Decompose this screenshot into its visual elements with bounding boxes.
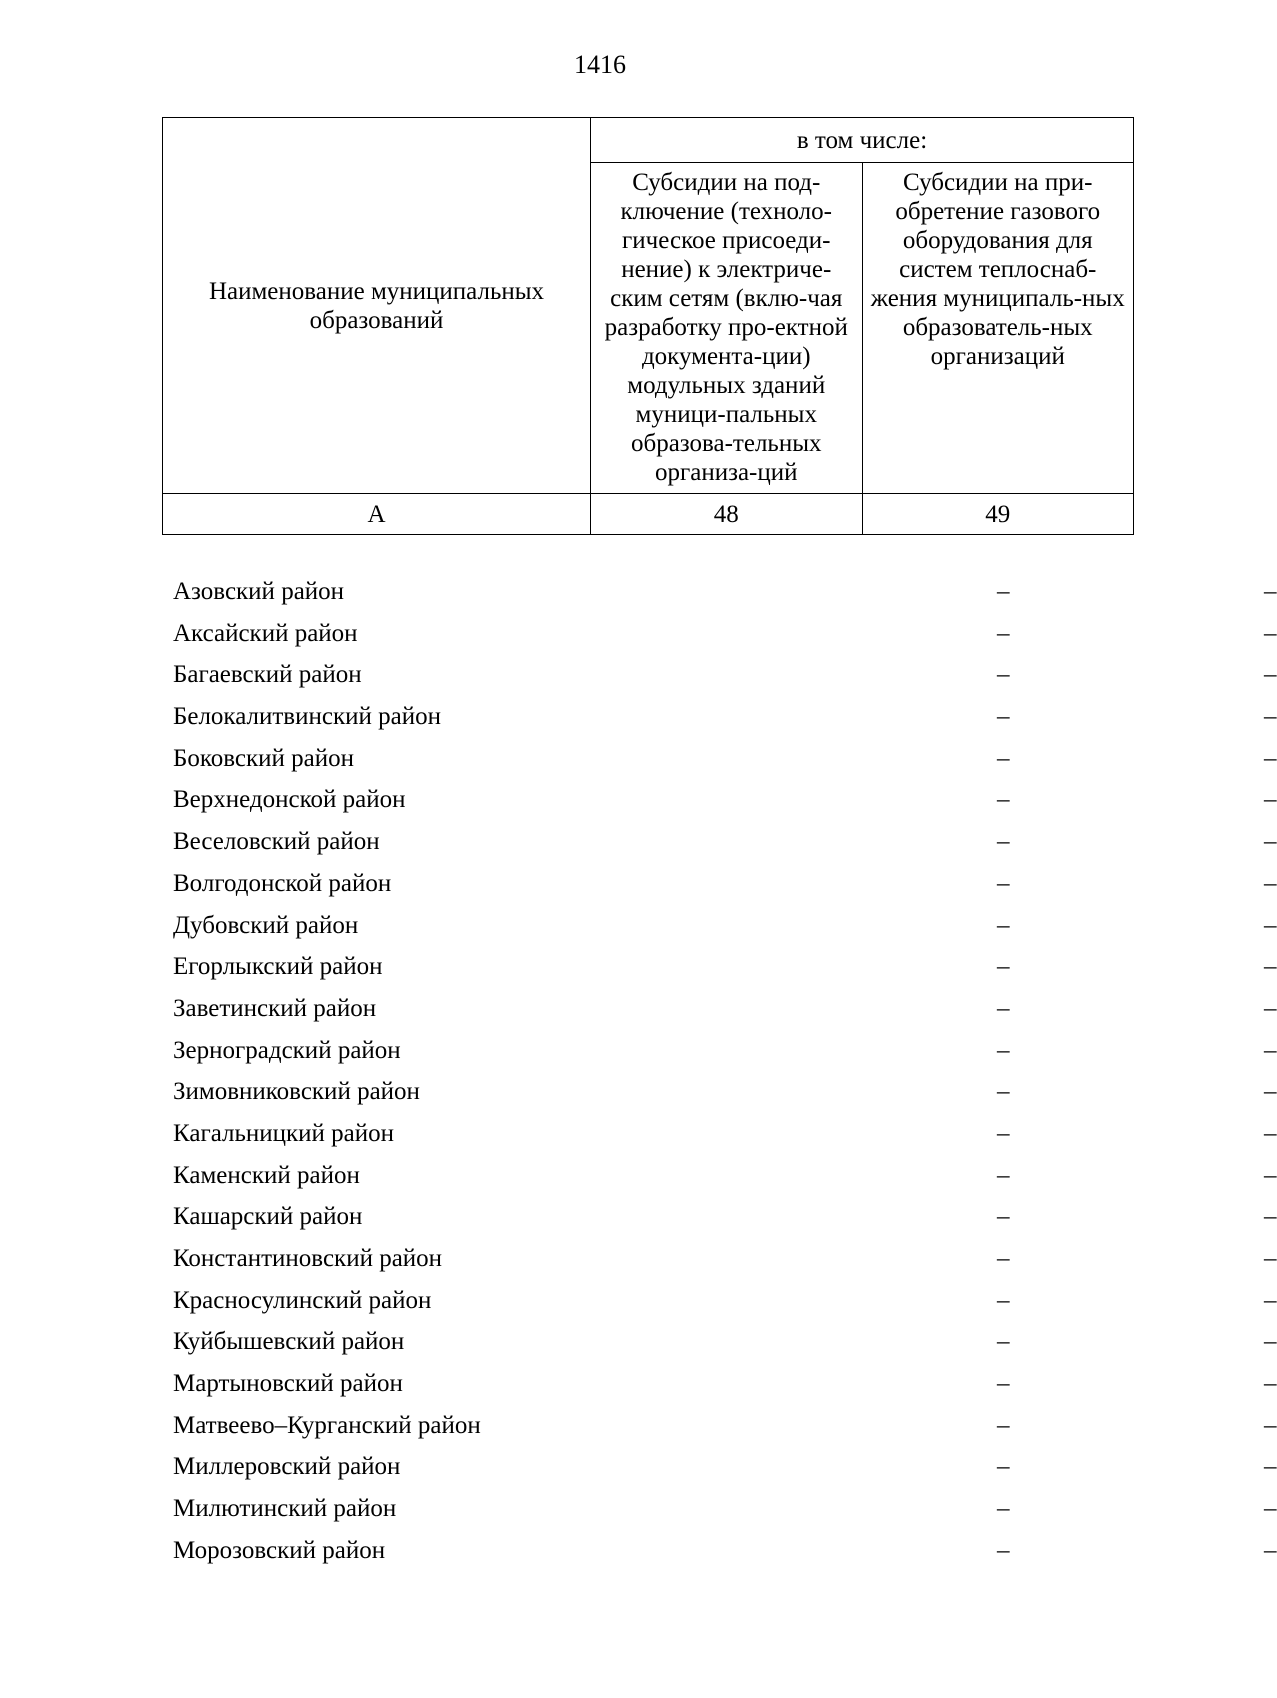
row-value-49: – (1264, 619, 1277, 647)
table-row (162, 1324, 1277, 1366)
row-value-48: – (997, 869, 1010, 897)
row-name: Кагальницкий район (173, 1119, 395, 1147)
table-row (162, 699, 1277, 741)
row-value-49: – (1264, 1453, 1277, 1481)
row-value-48: – (997, 1328, 1010, 1356)
table-row (162, 1408, 1277, 1450)
row-value-48: – (997, 1536, 1010, 1564)
row-name: Матвеево–Курганский район (173, 1411, 481, 1439)
row-name: Дубовский район (173, 911, 359, 939)
header-col-49-title: Субсидии на при-обретение газового оборудования для систем теплоснаб-жения муниципаль-ных образователь-ных организаций (862, 163, 1134, 494)
row-value-49: – (1264, 703, 1277, 731)
page-number: 1416 (574, 50, 626, 79)
table-body (162, 574, 1277, 1575)
row-value-48: – (997, 1286, 1010, 1314)
table-row (162, 1199, 1277, 1241)
header-col-48-number: 48 (591, 494, 863, 535)
row-value-48: – (997, 1036, 1010, 1064)
row-value-48: – (997, 828, 1010, 856)
row-value-48: – (997, 1453, 1010, 1481)
row-value-49: – (1264, 661, 1277, 689)
row-value-48: – (997, 1203, 1010, 1231)
row-name: Красносулинский район (173, 1286, 432, 1314)
row-name: Куйбышевский район (173, 1328, 405, 1356)
table-row (162, 782, 1277, 824)
row-value-49: – (1264, 911, 1277, 939)
row-value-48: – (997, 619, 1010, 647)
row-value-48: – (997, 1161, 1010, 1189)
table-row (162, 1491, 1277, 1533)
row-value-49: – (1264, 578, 1277, 605)
row-name: Волгодонской район (173, 869, 392, 897)
row-value-49: – (1264, 869, 1277, 897)
header-name-column: Наименование муниципальных образований (163, 118, 591, 494)
row-value-49: – (1264, 1411, 1277, 1439)
table-row (162, 574, 1277, 616)
table-row (162, 1449, 1277, 1491)
header-group-label: в том числе: (591, 118, 1134, 163)
row-value-49: – (1264, 1370, 1277, 1398)
row-name: Мартыновский район (173, 1370, 403, 1398)
row-value-49: – (1264, 744, 1277, 772)
table-row (162, 908, 1277, 950)
table-row (162, 949, 1277, 991)
row-value-48: – (997, 786, 1010, 814)
row-name: Кашарский район (173, 1203, 363, 1231)
row-value-48: – (997, 703, 1010, 731)
table-row (162, 1158, 1277, 1200)
row-name: Миллеровский район (173, 1453, 401, 1481)
row-name: Багаевский район (173, 661, 362, 689)
row-value-49: – (1264, 1286, 1277, 1314)
row-name: Заветинский район (173, 994, 377, 1022)
row-value-48: – (997, 1411, 1010, 1439)
table-row (162, 824, 1277, 866)
row-value-48: – (997, 1495, 1010, 1523)
row-name: Милютинский район (173, 1495, 397, 1523)
row-value-48: – (997, 578, 1010, 605)
row-value-49: – (1264, 1536, 1277, 1564)
table-row (162, 1033, 1277, 1075)
table-row (162, 866, 1277, 908)
row-value-48: – (997, 911, 1010, 939)
row-value-49: – (1264, 828, 1277, 856)
row-value-49: – (1264, 1495, 1277, 1523)
row-name: Боковский район (173, 744, 354, 772)
row-name: Аксайский район (173, 619, 358, 647)
row-name: Верхнедонской район (173, 786, 406, 814)
header-col-48-title: Субсидии на под-ключение (техноло-гическое присоеди-нение) к электриче-ским сетям (вклю-чая разработку про-ектной документа-ции) модульных зданий муници-пальных образова-тельных организа-ций (591, 163, 863, 494)
table-row (162, 1366, 1277, 1408)
table-row (162, 657, 1277, 699)
table-row (162, 1116, 1277, 1158)
row-value-48: – (997, 744, 1010, 772)
row-value-49: – (1264, 1245, 1277, 1272)
row-value-49: – (1264, 1119, 1277, 1147)
row-value-48: – (997, 953, 1010, 981)
row-value-48: – (997, 1370, 1010, 1398)
row-value-48: – (997, 994, 1010, 1022)
header-col-49-number: 49 (862, 494, 1134, 535)
row-name: Константиновский район (173, 1245, 443, 1272)
row-value-49: – (1264, 1161, 1277, 1189)
table-row (162, 1241, 1277, 1283)
row-value-48: – (997, 661, 1010, 689)
header-col-a-number: А (163, 494, 591, 535)
row-value-48: – (997, 1119, 1010, 1147)
row-name: Егорлыкский район (173, 953, 383, 981)
row-name: Белокалитвинский район (173, 703, 441, 731)
table-row (162, 741, 1277, 783)
row-name: Морозовский район (173, 1536, 386, 1564)
row-value-49: – (1264, 1036, 1277, 1064)
table-row (162, 1074, 1277, 1116)
row-name: Зерноградский район (173, 1036, 401, 1064)
row-value-49: – (1264, 786, 1277, 814)
table-row (162, 1283, 1277, 1325)
row-name: Веселовский район (173, 828, 380, 856)
row-value-49: – (1264, 953, 1277, 981)
table-row (162, 1533, 1277, 1575)
row-value-48: – (997, 1245, 1010, 1272)
row-value-48: – (997, 1078, 1010, 1106)
row-value-49: – (1264, 1078, 1277, 1106)
table-row (162, 616, 1277, 658)
row-name: Каменский район (173, 1161, 360, 1189)
table-row (162, 991, 1277, 1033)
table-header (162, 117, 1134, 535)
row-name: Зимовниковский район (173, 1078, 420, 1106)
row-value-49: – (1264, 1328, 1277, 1356)
row-value-49: – (1264, 1203, 1277, 1231)
row-name: Азовский район (173, 578, 345, 605)
row-value-49: – (1264, 994, 1277, 1022)
